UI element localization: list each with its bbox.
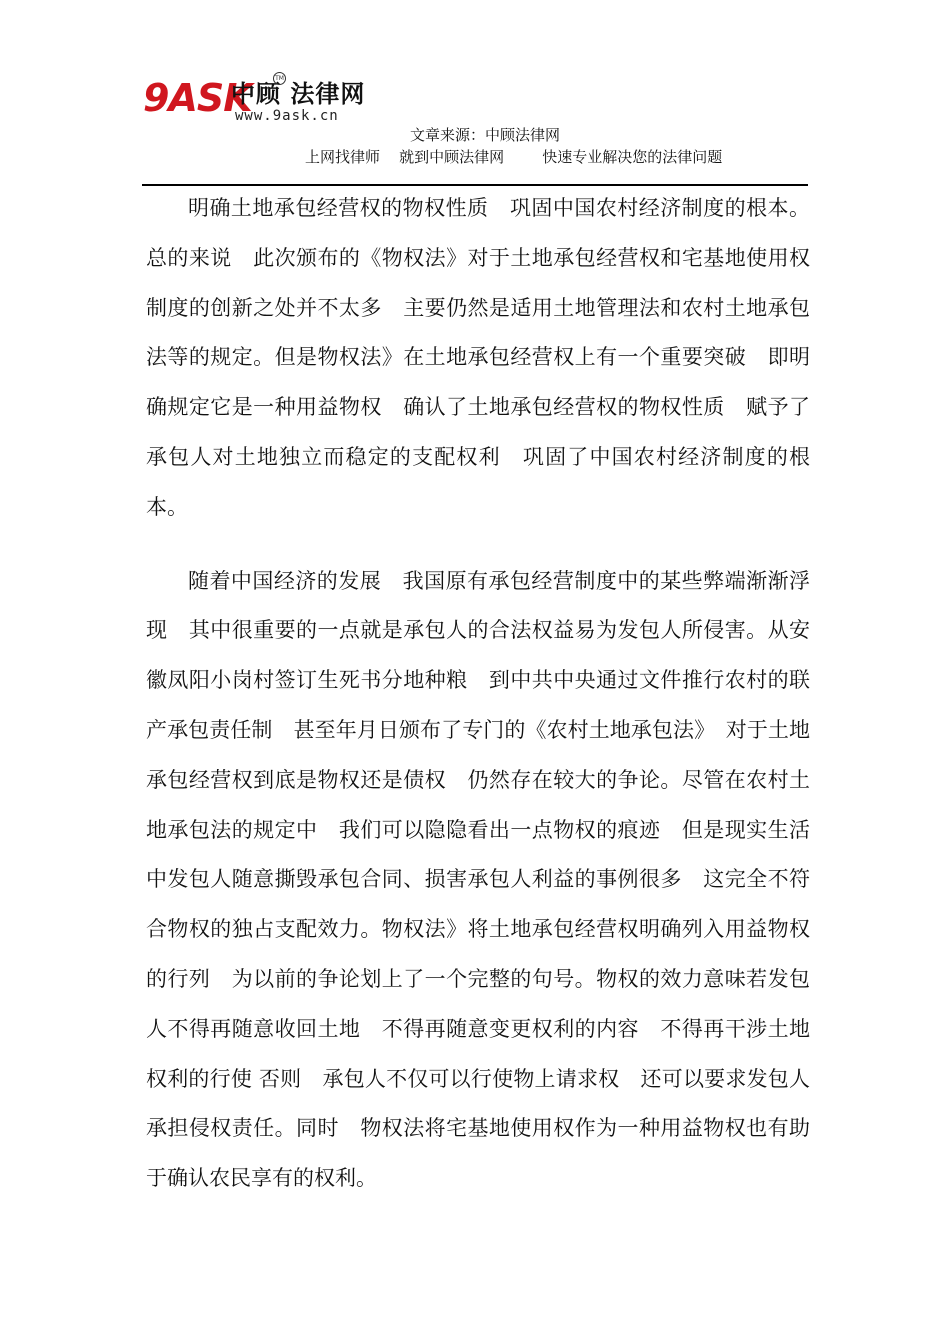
- article-body: [146, 184, 810, 1204]
- site-tagline: 上网找律师 就到中顾法律网 快速专业解决您的法律问题: [305, 148, 723, 166]
- logo-site-name: 中顾 法律网: [231, 80, 366, 108]
- logo-mark: 9ASK: [143, 76, 252, 120]
- site-logo[interactable]: [143, 72, 373, 132]
- article-source: 文章来源：中顾法律网: [410, 126, 561, 144]
- article-paragraph: 随着中国经济的发展 我国原有承包经营制度中的某些弊端渐渐浮现 其中很重要的一点就是承包人的合法权益易为发包人所侵害。从安徽凤阳小岗村签订生死书分地种粮 到中共中央通过文件推行农村的联产承包责任制 甚至年月日颁布了专门的《农村土地承包法》 对于土地承包经营权到底是物权还是债权 仍然存在较大的争论。尽管在农村土地承包法的规定中 我们可以隐隐看出一点物权的痕迹 但是现实生活中发包人随意撕毁承包合同、损害承包人利益的事例很多 这完全不符合物权的独占支配效力。物权法》将土地承包经营权明确列入用益物权的行列 为以前的争论划上了一个完整的句号。物权的效力意味若发包人不得再随意收回土地 不得再随意变更权利的内容 不得再干涉土地权利的行使 否则 承包人不仅可以行使物上请求权 还可以要求发包人承担侵权责任。同时 物权法将宅基地使用权作为一种用益物权也有助于确认农民享有的权利。: [146, 568, 810, 1191]
- logo-url: www.9ask.cn: [235, 108, 339, 124]
- article-paragraph: 明确土地承包经营权的物权性质 巩固中国农村经济制度的根本。总的来说 此次颁布的《物权法》对于土地承包经营权和宅基地使用权制度的创新之处并不太多 主要仍然是适用土地管理法和农村土地承包法等的规定。但是物权法》在土地承包经营权上有一个重要突破 即明确规定它是一种用益物权 确认了土地承包经营权的物权性质 赋予了承包人对土地独立而稳定的支配权利 巩固了中国农村经济制度的根本。: [146, 196, 810, 519]
- trademark-icon: TM: [273, 72, 286, 85]
- page-header: [0, 0, 950, 186]
